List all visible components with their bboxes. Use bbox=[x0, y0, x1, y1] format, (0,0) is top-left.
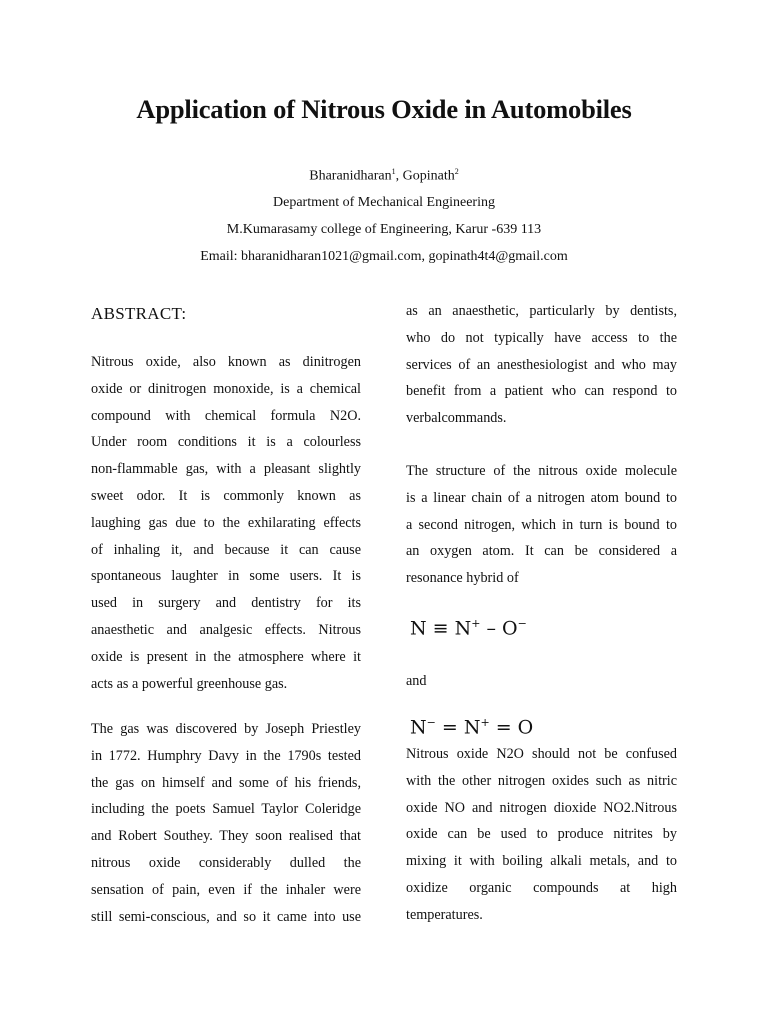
text-line: mixing it with boiling alkali metals, and to bbox=[406, 853, 677, 870]
text-line: sensation of pain, even if the inhaler were bbox=[91, 881, 361, 898]
formula-charge: + bbox=[471, 617, 481, 630]
text-line: including the poets Samuel Taylor Coleridge bbox=[91, 801, 361, 818]
text-line: verbalcommands. bbox=[406, 410, 507, 427]
author-1: Bharanidharan bbox=[309, 168, 392, 184]
resonance-formula-1 bbox=[410, 617, 527, 639]
author-2: Gopinath bbox=[402, 168, 455, 184]
text-line: in 1772. Humphry Davy in the 1790s tested bbox=[91, 747, 361, 764]
left-paragraph-1 bbox=[91, 349, 361, 697]
and-text bbox=[406, 668, 677, 695]
resonance-formula-2 bbox=[410, 716, 533, 738]
formula-part: – O bbox=[480, 617, 518, 640]
author-1-affiliation: 1 bbox=[391, 167, 396, 176]
text-line: oxide NO and nitrogen dioxide NO2.Nitrous bbox=[406, 799, 677, 816]
abstract-heading: ABSTRACT: bbox=[91, 304, 187, 323]
right-paragraph-3 bbox=[406, 741, 677, 929]
text-line: non-flammable gas, with a pleasant slightly bbox=[91, 461, 361, 478]
text-line: anaesthetic and analgesic effects. Nitrous bbox=[91, 621, 361, 638]
college: M.Kumarasamy college of Engineering, Karur -639 113 bbox=[226, 222, 542, 237]
text-line: and Robert Southey. They soon realised that bbox=[91, 828, 361, 845]
text-line: benefit from a patient who can respond to bbox=[406, 383, 677, 400]
right-paragraph-1 bbox=[406, 298, 677, 432]
author-2-affiliation: 2 bbox=[454, 167, 459, 176]
author-separator: , bbox=[395, 168, 403, 184]
text-line: Nitrous oxide N2O should not be confused bbox=[406, 746, 677, 762]
text-line: oxide or dinitrogen monoxide, is a chemical bbox=[91, 380, 361, 397]
formula-part: N ≡ N bbox=[410, 617, 472, 640]
department: Department of Mechanical Engineering bbox=[273, 195, 495, 210]
text-line: sweet odor. It is commonly known as bbox=[91, 487, 361, 504]
text-line: still semi-conscious, and so it came into use bbox=[91, 908, 361, 925]
formula-charge: − bbox=[517, 617, 527, 630]
text-line: a second nitrogen, which in turn is bound to bbox=[406, 516, 677, 533]
text-line: temperatures. bbox=[406, 906, 483, 923]
text-line: as an anaesthetic, particularly by dentists, bbox=[406, 303, 677, 319]
text-line: is a linear chain of a nitrogen atom bound to bbox=[406, 489, 677, 506]
text-line: The gas was discovered by Joseph Priestley bbox=[91, 721, 361, 737]
paper-title: Application of Nitrous Oxide in Automobiles bbox=[136, 94, 632, 124]
text-line: with the other nitrogen oxides such as nitric bbox=[406, 772, 677, 789]
author-line bbox=[0, 167, 768, 185]
left-paragraph-2 bbox=[91, 716, 361, 930]
formula-part: = N bbox=[435, 716, 481, 739]
text-line: spontaneous laughter in some users. It is bbox=[91, 568, 361, 585]
formula-charge: − bbox=[426, 716, 436, 729]
text-line: oxide can be used to produce nitrites by bbox=[406, 826, 677, 843]
text-line: Nitrous oxide, also known as dinitrogen bbox=[91, 354, 361, 370]
text-line: acts as a powerful greenhouse gas. bbox=[91, 675, 288, 692]
text-line: The structure of the nitrous oxide molecule bbox=[406, 463, 677, 479]
text-line: who do not typically have access to the bbox=[406, 329, 677, 346]
formula-part: = O bbox=[489, 716, 534, 739]
text-line: services of an anesthesiologist and who may bbox=[406, 356, 677, 373]
text-line: laughing gas due to the exhilarating effects bbox=[91, 514, 361, 531]
text-line: resonance hybrid of bbox=[406, 570, 519, 587]
text-line: oxidize organic compounds at high bbox=[406, 879, 677, 896]
text-line: compound with chemical formula N2O. bbox=[91, 407, 361, 424]
formula-charge: + bbox=[480, 716, 490, 729]
email-line: Email: bharanidharan1021@gmail.com, gopinath4t4@gmail.com bbox=[200, 249, 568, 264]
text-line: an oxygen atom. It can be considered a bbox=[406, 543, 677, 560]
text-line: used in surgery and dentistry for its bbox=[91, 595, 361, 612]
formula-part: N bbox=[410, 716, 427, 739]
right-paragraph-2 bbox=[406, 458, 677, 592]
text-line: of inhaling it, and because it can cause bbox=[91, 541, 361, 558]
text-line: the gas on himself and some of his friends, bbox=[91, 774, 361, 791]
text-line: nitrous oxide considerably dulled the bbox=[91, 854, 361, 871]
text-line: Under room conditions it is a colourless bbox=[91, 434, 361, 451]
text-line: oxide is present in the atmosphere where it bbox=[91, 648, 361, 665]
text-line: and bbox=[406, 673, 427, 689]
